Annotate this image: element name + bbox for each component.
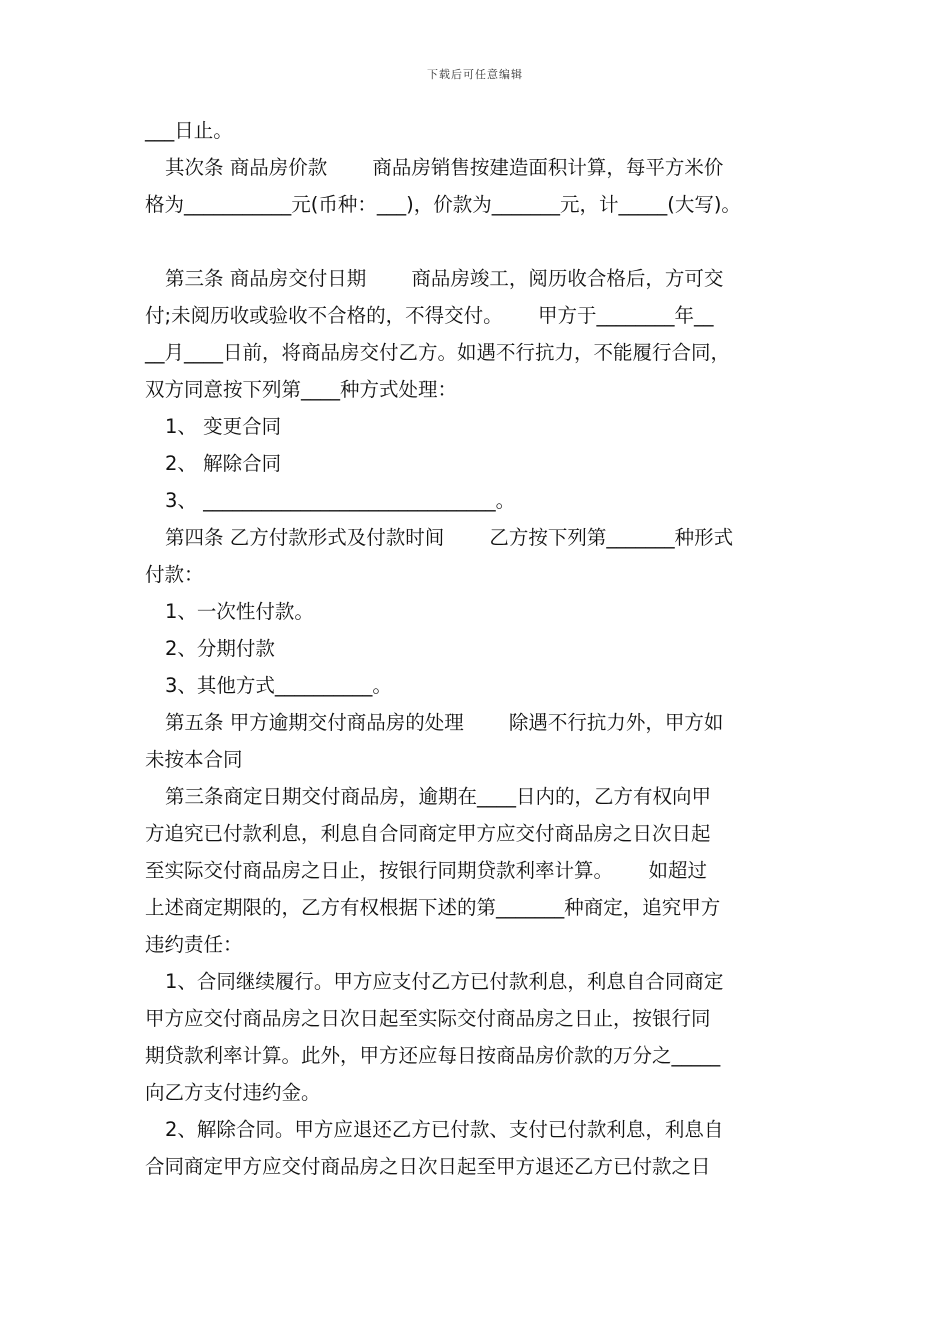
text-line: 期贷款利率计算。此外，甲方还应每日按商品房价款的万分之_____	[145, 1044, 721, 1067]
text-line: 甲方应交付商品房之日次日起至实际交付商品房之日止，按银行同	[145, 1007, 711, 1030]
text-line: 付;未阅历收或验收不合格的，不得交付。 甲方于________年__	[145, 304, 714, 327]
text-line: 1、合同继续履行。甲方应支付乙方已付款利息，利息自合同商定	[165, 970, 724, 993]
blank-line	[145, 223, 825, 260]
text-line: 未按本合同	[145, 748, 243, 771]
text-line: 2、分期付款	[165, 637, 275, 660]
document-body	[145, 112, 825, 1185]
text-line: ___日止。	[145, 119, 233, 142]
text-line: 其次条 商品房价款 商品房销售按建造面积计算，每平方米价	[165, 156, 724, 179]
page-header: 下载后可任意编辑	[427, 68, 523, 81]
text-line: 2、解除合同。甲方应退还乙方已付款、支付已付款利息，利息自	[165, 1118, 724, 1141]
text-line: 双方同意按下列第____种方式处理：	[145, 378, 458, 401]
text-line: 向乙方支付违约金。	[145, 1081, 321, 1104]
text-line: 1、 变更合同	[165, 415, 282, 438]
text-line: 违约责任：	[145, 933, 243, 956]
text-line: 第三条 商品房交付日期 商品房竣工，阅历收合格后，方可交	[165, 267, 724, 290]
text-line: 上述商定期限的，乙方有权根据下述的第_______种商定，追究甲方	[145, 896, 721, 919]
text-line: 第四条 乙方付款形式及付款时间 乙方按下列第_______种形式	[165, 526, 734, 549]
text-line: 2、 解除合同	[165, 452, 282, 475]
text-line: 格为___________元(币种：___)，价款为_______元，计_____(大写)。	[145, 193, 741, 216]
text-line: 第三条商定日期交付商品房，逾期在____日内的，乙方有权向甲	[165, 785, 712, 808]
text-line: 方追究已付款利息，利息自合同商定甲方应交付商品房之日次日起	[145, 822, 711, 845]
text-line: 至实际交付商品房之日止，按银行同期贷款利率计算。 如超过	[145, 859, 707, 882]
text-line: 合同商定甲方应交付商品房之日次日起至甲方退还乙方已付款之日	[145, 1155, 711, 1178]
text-line: 1、一次性付款。	[165, 600, 314, 623]
text-line: __月____日前，将商品房交付乙方。如遇不行抗力，不能履行合同，	[145, 341, 731, 364]
text-line: 3、 ______________________________。	[165, 489, 516, 512]
text-line: 3、其他方式__________。	[165, 674, 392, 697]
text-line: 第五条 甲方逾期交付商品房的处理 除遇不行抗力外，甲方如	[165, 711, 724, 734]
text-line: 付款：	[145, 563, 204, 586]
